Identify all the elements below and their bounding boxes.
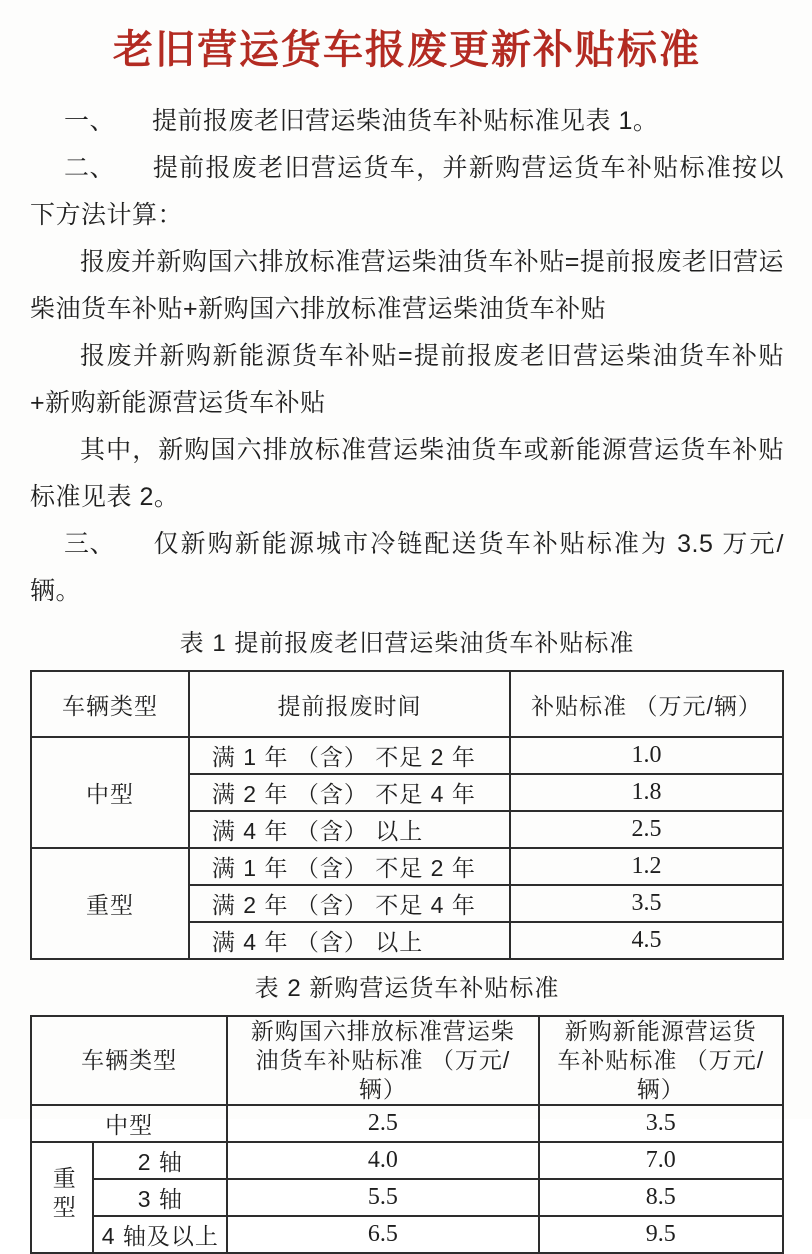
paragraph-6-text: 仅新购新能源城市冷链配送货车补贴标准为 3.5 万元/辆。 (30, 530, 784, 605)
table-row (31, 848, 783, 885)
table1-heavy-row1-subsidy: 1.2 (510, 848, 783, 885)
table-row (31, 1142, 783, 1179)
paragraph-4 (30, 333, 784, 427)
table2-heavy-axle2-label: 2 轴 (93, 1142, 227, 1179)
table-row (31, 737, 783, 774)
paragraph-3-text: 报废并新购国六排放标准营运柴油货车补贴=提前报废老旧营运柴油货车补贴+新购国六排放标准营运柴油货车补贴 (30, 248, 784, 323)
table2-heavy-label-text: 重型 (49, 1165, 76, 1224)
paragraph-6-number: 三、 (64, 530, 116, 558)
table2-heavy-axle3-label: 3 轴 (93, 1179, 227, 1216)
table1-heavy-row3-subsidy: 4.5 (510, 922, 783, 959)
document-title: 老旧营运货车报废更新补贴标准 (113, 28, 701, 72)
table1-caption: 表 1 提前报废老旧营运柴油货车补贴标准 (179, 630, 635, 657)
table2-header-nev-subsidy: 新购新能源营运货车补贴标准 （万元/辆） (539, 1016, 783, 1105)
table1-header-vehicle-type: 车辆类型 (31, 671, 189, 737)
table2-heavy-axle2-diesel: 4.0 (227, 1142, 538, 1179)
table1-medium-row2-time: 满 2 年 （含） 不足 4 年 (189, 774, 510, 811)
table1-header-row (31, 671, 783, 737)
table1-heavy-row2-time: 满 2 年 （含） 不足 4 年 (189, 885, 510, 922)
table1-heavy-row2-subsidy: 3.5 (510, 885, 783, 922)
paragraph-1-text: 提前报废老旧营运柴油货车补贴标准见表 1。 (152, 107, 659, 135)
table2-heavy-axle2-nev: 7.0 (539, 1142, 783, 1179)
table2-new-purchase-subsidy (30, 1015, 784, 1254)
table2-header-row (31, 1016, 783, 1105)
table1-scrappage-subsidy (30, 670, 784, 960)
paragraph-5-text: 其中，新购国六排放标准营运柴油货车或新能源营运货车补贴标准见表 2。 (30, 436, 784, 511)
table1-medium-row3-subsidy: 2.5 (510, 811, 783, 848)
table2-header-vehicle-type: 车辆类型 (31, 1016, 227, 1105)
paragraph-2-text: 提前报废老旧营运货车，并新购营运货车补贴标准按以下方法计算： (30, 154, 784, 229)
table1-medium-row1-time: 满 1 年 （含） 不足 2 年 (189, 737, 510, 774)
table-row (31, 1105, 783, 1142)
table2-heavy-axle4-diesel: 6.5 (227, 1216, 538, 1253)
table2-heavy-axle4-nev: 9.5 (539, 1216, 783, 1253)
table2-medium-diesel: 2.5 (227, 1105, 538, 1142)
table2-medium-nev: 3.5 (539, 1105, 783, 1142)
table1-heavy-row1-time: 满 1 年 （含） 不足 2 年 (189, 848, 510, 885)
table2-heavy-axle3-diesel: 5.5 (227, 1179, 538, 1216)
paragraph-2-number: 二、 (64, 154, 116, 182)
table2-header-diesel-subsidy: 新购国六排放标准营运柴油货车补贴标准 （万元/辆） (227, 1016, 538, 1105)
table1-medium-row3-time: 满 4 年 （含） 以上 (189, 811, 510, 848)
paragraph-1-number: 一、 (64, 107, 116, 135)
paragraph-5 (30, 427, 784, 521)
table2-heavy-axle4-label: 4 轴及以上 (93, 1216, 227, 1253)
table1-header-subsidy: 补贴标准 （万元/辆） (510, 671, 783, 737)
paragraph-1 (30, 98, 784, 145)
paragraph-3 (30, 239, 784, 333)
paragraph-2 (30, 145, 784, 239)
table1-medium-row2-subsidy: 1.8 (510, 774, 783, 811)
table-row (31, 1179, 783, 1216)
table2-caption: 表 2 新购营运货车补贴标准 (254, 975, 560, 1002)
table1-header-scrap-time: 提前报废时间 (189, 671, 510, 737)
table2-heavy-axle3-nev: 8.5 (539, 1179, 783, 1216)
table1-group-heavy-label: 重型 (31, 848, 189, 959)
table1-medium-row1-subsidy: 1.0 (510, 737, 783, 774)
table2-heavy-label (31, 1142, 93, 1253)
paragraph-6 (30, 521, 784, 615)
table1-heavy-row3-time: 满 4 年 （含） 以上 (189, 922, 510, 959)
paragraph-4-text: 报废并新购新能源货车补贴=提前报废老旧营运柴油货车补贴+新购新能源营运货车补贴 (30, 342, 784, 417)
table2-medium-label: 中型 (31, 1105, 227, 1142)
table1-group-medium-label: 中型 (31, 737, 189, 848)
table-row (31, 1216, 783, 1253)
